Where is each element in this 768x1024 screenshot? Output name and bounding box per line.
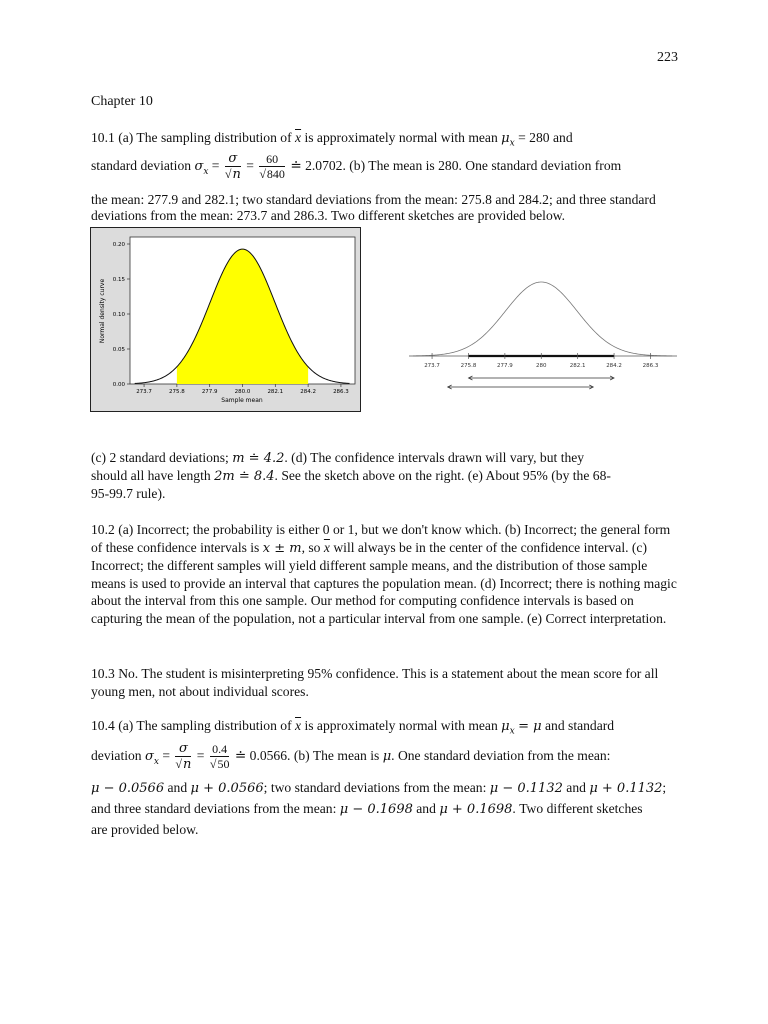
y-tick-label: 0.00 — [112, 382, 125, 388]
answer-10-1c-line-1 — [91, 450, 584, 466]
subscript: x — [509, 726, 515, 737]
answer-10-4-line-5: are provided below. — [91, 822, 199, 837]
text: is approximately normal with mean — [304, 130, 498, 145]
mean-value: = 280 — [518, 130, 550, 145]
answer-10-4-line-3 — [91, 780, 666, 796]
expr: μ + 0.1698 — [439, 802, 513, 817]
mu-symbol: μ — [501, 131, 510, 146]
radicand: 840 — [266, 167, 285, 181]
text: ; — [662, 780, 667, 795]
text: . See the sketch above on the right. (e) About 95% (by the 68- — [274, 468, 611, 483]
text: 10.1 (a) The sampling distribution of — [91, 130, 292, 145]
radicand: n — [232, 167, 241, 182]
radicand: n — [183, 757, 192, 772]
page-number: 223 — [657, 50, 678, 65]
interval-sketch-svg — [405, 277, 681, 392]
text: , so — [301, 539, 321, 555]
xbar-symbol: $\overline{x}$ — [323, 539, 330, 555]
answer-10-4-line-2: deviation $\sigma_x$ = $\frac{\sigma}{√n}$ = $\frac{0.4}{√50}$ ≐ 0.0566. (b) The mean is μ. One standard deviation from the mean: — [91, 741, 611, 772]
text: ; two standard deviations from the mean: — [263, 780, 487, 795]
denominator: √50 — [209, 757, 230, 771]
x-tick-label: 282.1 — [569, 363, 586, 369]
text: . One standard deviation from the mean: — [391, 748, 611, 764]
length-value: 2m ≐ 8.4 — [214, 469, 275, 484]
numerator: 0.4 — [210, 742, 230, 757]
answer-10-1c-line-3: 95-99.7 rule). — [91, 486, 166, 501]
text: . (b) The mean is 280. One standard deviation from — [342, 158, 622, 174]
x-tick-label: 286.3 — [642, 363, 659, 369]
text: and standard — [545, 718, 615, 733]
numerator: 60 — [259, 152, 285, 167]
sigma-symbol: σ — [194, 159, 204, 175]
x-tick-label: 275.8 — [460, 363, 477, 369]
y-tick-label: 0.10 — [112, 312, 125, 318]
answer-10-4-line-4 — [91, 801, 643, 817]
expr: μ − 0.1698 — [339, 802, 413, 817]
fraction-60-over-root-840 — [259, 152, 285, 182]
text: . (b) The mean is — [287, 748, 380, 764]
xbar-symbol: $\overline{x}$ — [295, 718, 302, 733]
approx-value: ≐ 2.0702 — [290, 158, 343, 174]
text: deviation — [91, 748, 142, 764]
x-tick-label: 282.1 — [267, 389, 284, 395]
text: (c) 2 standard deviations; — [91, 450, 229, 465]
text: will always be in the center of the confidence interval. (c) Incorrect; the different samples will yield different sample means, and the distribution of those sample means is used to provide an interval that captures the population mean. (d) Incorrect; there is nothing magic about the interval from this one sample. Our method for computing confidence intervals is based on capturing the mean of the population, not a particular interval from one sample. (e) Correct interpretation. — [91, 539, 677, 626]
answer-10-1-line-2: standard deviation $\sigma_x$ = $\frac{\sigma}{√n}$ = $\frac{60}{√840}$ ≐ 2.0702. (b) The mean is 280. One standard deviation from — [91, 151, 622, 182]
text: 10.2 (a) Incorrect; the probability is either 0 or 1, but we don't know which. (b) Incorrect; the general form of these confidence intervals is — [91, 522, 671, 555]
text: and — [416, 801, 436, 816]
x-tick-label: 280 — [536, 363, 547, 369]
y-tick-label: 0.05 — [112, 347, 125, 353]
mu-symbol: μ — [382, 749, 392, 765]
answer-10-1c-line-2 — [91, 468, 611, 484]
x-tick-label: 273.7 — [424, 363, 440, 369]
subscript: x — [509, 138, 515, 149]
interval-form: x ± m — [262, 540, 302, 556]
expr: μ − 0.1132 — [489, 781, 563, 796]
density-curve — [413, 282, 672, 356]
x-tick-label: 284.2 — [606, 363, 622, 369]
x-tick-label: 280.0 — [234, 389, 251, 395]
expr: μ + 0.0566 — [190, 781, 264, 796]
answer-10-1-line-3: the mean: 277.9 and 282.1; two standard deviations from the mean: 275.8 and 284.2; and three standard deviations from the mean: 273.7 and 286.3. Two different sketches are provided below. — [91, 192, 656, 223]
text: standard deviation — [91, 158, 192, 174]
subscript: x — [203, 166, 209, 177]
expr: μ + 0.1132 — [589, 781, 663, 796]
answer-10-1-line-1 — [91, 130, 573, 149]
radicand: 50 — [217, 757, 230, 771]
x-tick-label: 284.2 — [300, 389, 316, 395]
text: . Two different sketches — [512, 801, 643, 816]
normal-density-chart — [90, 227, 361, 412]
chapter-heading: Chapter 10 — [91, 94, 153, 109]
text: 10.4 (a) The sampling distribution of — [91, 718, 292, 733]
subscript: x — [153, 756, 159, 767]
numerator: σ — [175, 742, 191, 757]
text: and three standard deviations from the mean: — [91, 801, 337, 816]
expr: μ − 0.0566 — [91, 781, 165, 796]
x-tick-label: 273.7 — [136, 389, 152, 395]
text: is approximately normal with mean — [304, 718, 498, 733]
denominator: √n — [175, 757, 192, 772]
y-tick-label: 0.15 — [112, 277, 125, 283]
mean-value: = μ — [518, 719, 542, 734]
text: . (d) The confidence intervals drawn will vary, but they — [284, 450, 585, 465]
text: and — [167, 780, 188, 795]
answer-10-2 — [91, 521, 681, 627]
mu-symbol: μ — [501, 719, 510, 734]
normal-density-svg — [90, 227, 361, 412]
x-tick-label: 286.3 — [333, 389, 349, 395]
y-axis-label: Normal density curve — [99, 278, 106, 344]
xbar-symbol: $\overline{x}$ — [295, 130, 302, 145]
numerator: σ — [225, 152, 241, 167]
sigma-symbol: σ — [145, 749, 154, 765]
x-tick-label: 277.9 — [496, 363, 513, 369]
answer-10-3: 10.3 No. The student is misinterpreting 95% confidence. This is a statement about the mean score for all young men, not about individual scores. — [91, 666, 659, 699]
text: and — [552, 130, 573, 145]
confidence-interval-sketch — [405, 277, 681, 392]
approx-value: ≐ 0.0566 — [234, 748, 288, 764]
fraction-sigma-over-root-n — [225, 152, 241, 182]
x-tick-label: 277.9 — [201, 389, 218, 395]
text: should all have length — [91, 468, 211, 483]
x-tick-label: 275.8 — [169, 389, 185, 395]
y-tick-label: 0.20 — [112, 242, 125, 248]
margin-value: m ≐ 4.2 — [232, 451, 285, 466]
answer-10-4-line-1 — [91, 718, 614, 737]
denominator: √n — [224, 167, 241, 182]
text: and — [566, 780, 586, 795]
denominator: √840 — [259, 167, 285, 181]
fraction-04-over-root-50 — [210, 742, 230, 772]
fraction-sigma-over-root-n — [175, 742, 191, 772]
x-axis-label: Sample mean — [221, 397, 263, 404]
